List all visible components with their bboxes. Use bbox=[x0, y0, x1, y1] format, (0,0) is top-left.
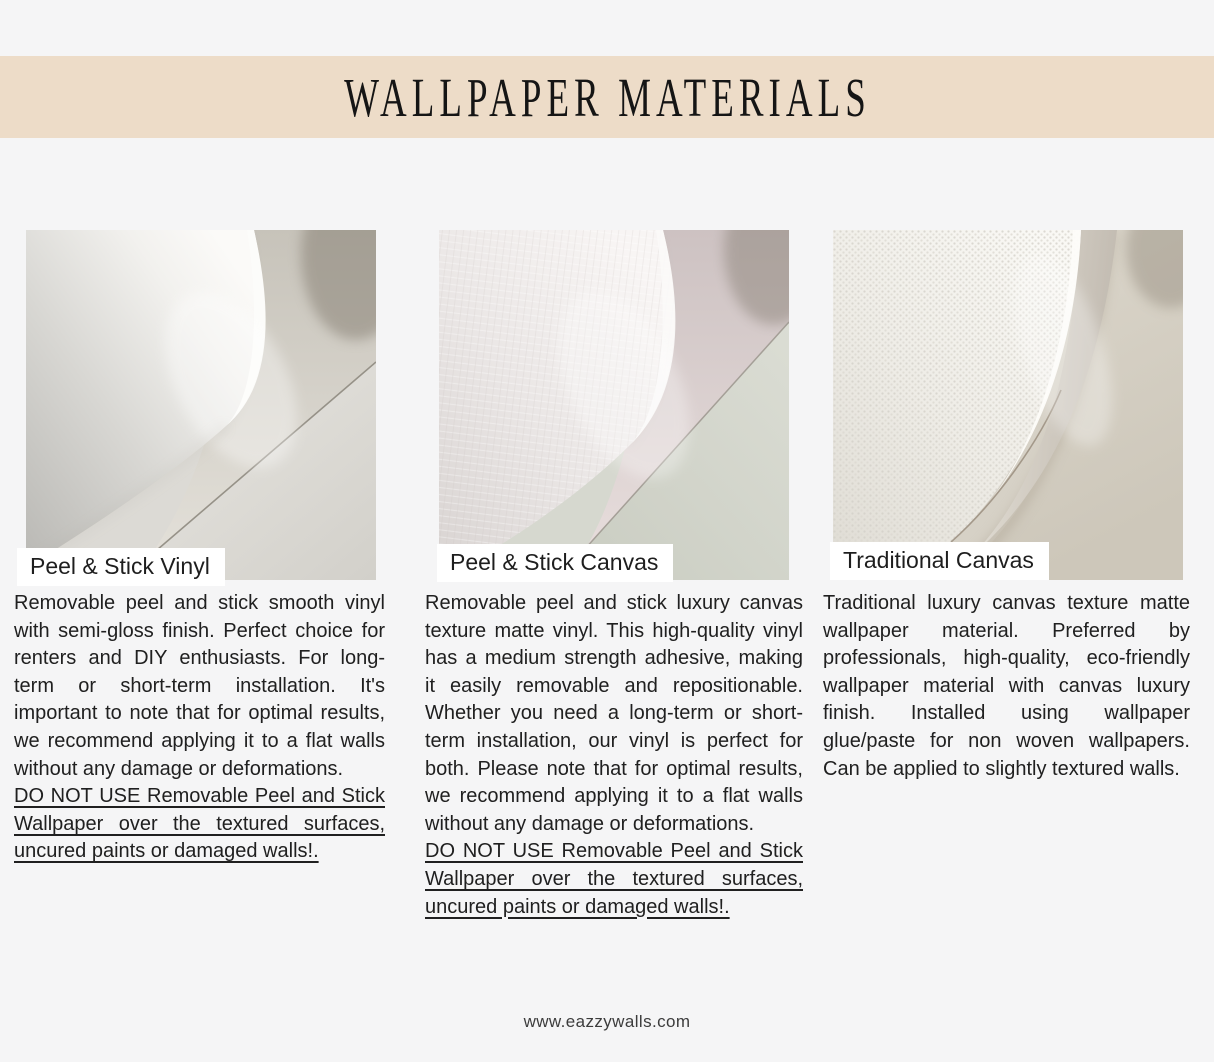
footer bbox=[0, 1012, 1214, 1032]
material-description: Traditional luxury canvas texture matte wallpaper material. Preferred by professionals, high-quality, eco-friendly wallpaper material with canvas luxury finish. Installed using wallpaper glue/paste for non woven wallpapers. Can be applied to slightly textured walls. bbox=[823, 592, 1190, 780]
material-warning: DO NOT USE Removable Peel and Stick Wallpaper over the textured surfaces, uncured paints or damaged walls!. bbox=[14, 785, 385, 863]
material-label: Traditional Canvas bbox=[830, 542, 1049, 580]
material-label: Peel & Stick Vinyl bbox=[17, 548, 225, 586]
header-band bbox=[0, 56, 1214, 138]
material-description: Removable peel and stick smooth vinyl with semi-gloss finish. Perfect choice for renters and DIY enthusiasts. For long-term or short-term installation. It's important to note that for optimal results, we recommend applying it to a flat walls without any damage or deformations. bbox=[14, 592, 385, 780]
material-text bbox=[14, 590, 385, 866]
page-title: WALLPAPER MATERIALS bbox=[343, 66, 871, 128]
material-description: Removable peel and stick luxury canvas texture matte vinyl. This high-quality vinyl has a medium strength adhesive, making it easily removable and repositionable. Whether you need a long-term or short-term installation, our vinyl is perfect for both. Please note that for optimal results, we recommend applying it to a flat walls without any damage or deformations. bbox=[425, 592, 803, 835]
material-warning: DO NOT USE Removable Peel and Stick Wallpaper over the textured surfaces, uncured paints or damaged walls!. bbox=[425, 840, 803, 918]
canvas-vinyl-photo bbox=[439, 230, 789, 580]
material-text bbox=[823, 590, 1190, 783]
material-label: Peel & Stick Canvas bbox=[437, 544, 673, 582]
material-text bbox=[425, 590, 803, 921]
website-url: www.eazzywalls.com bbox=[523, 1012, 691, 1031]
smooth-vinyl-photo bbox=[26, 230, 376, 580]
traditional-canvas-photo bbox=[833, 230, 1183, 580]
